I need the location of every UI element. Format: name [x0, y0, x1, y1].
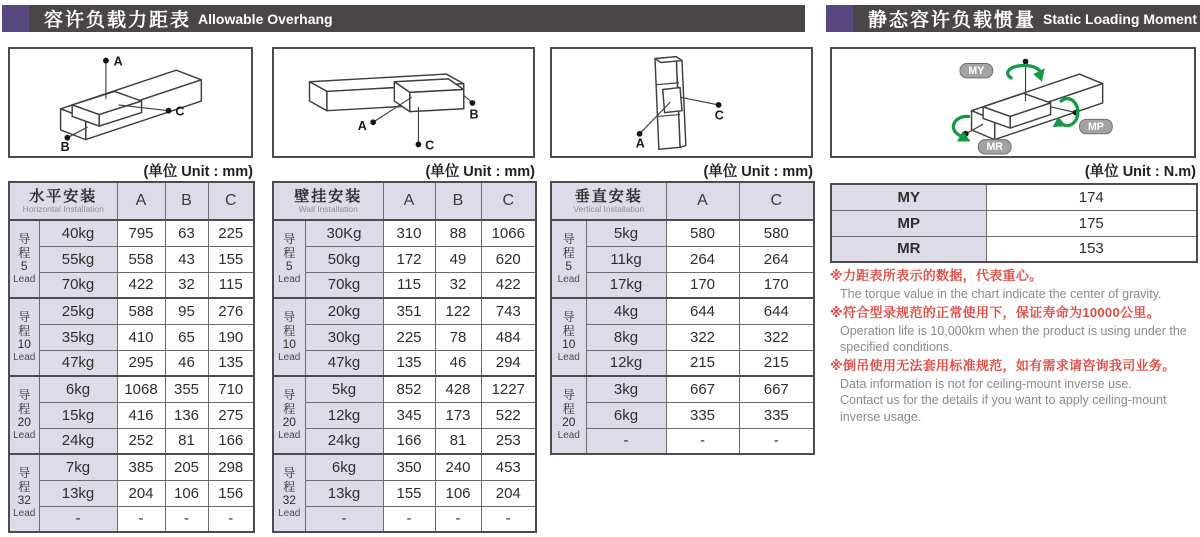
load-cell: -: [39, 506, 117, 532]
value-cell: 155: [208, 246, 254, 272]
load-cell: 15kg: [39, 402, 117, 428]
value-cell: 95: [165, 298, 208, 324]
horizontal-installation-diagram: [8, 47, 253, 158]
table-row: [273, 220, 536, 246]
value-cell: 558: [117, 246, 165, 272]
footnote: [830, 356, 1200, 426]
value-cell: 173: [435, 402, 481, 428]
table-row: [9, 454, 254, 480]
load-cell: 17kg: [586, 272, 666, 298]
value-cell: 252: [117, 428, 165, 454]
column-header: C: [481, 182, 536, 220]
value-cell: 32: [165, 272, 208, 298]
table-row: [551, 272, 814, 298]
load-cell: -: [586, 428, 666, 454]
value-cell: 620: [481, 246, 536, 272]
wall-installation-diagram: [272, 47, 535, 158]
value-cell: 215: [666, 350, 739, 376]
table-row: [9, 298, 254, 324]
footnote-en: Contact us for the details if you want to apply ceiling-mount inverse usage.: [840, 393, 1167, 424]
load-cell: 47kg: [39, 350, 117, 376]
moment-label-cell: MY: [831, 184, 986, 210]
value-cell: 355: [165, 376, 208, 402]
value-cell: 422: [481, 272, 536, 298]
load-cell: 20kg: [305, 298, 383, 324]
value-cell: 172: [383, 246, 435, 272]
table-row: [9, 402, 254, 428]
value-cell: 588: [117, 298, 165, 324]
table-row: [9, 428, 254, 454]
lead-cell: 导 程 10 Lead: [273, 298, 305, 376]
value-cell: 190: [208, 324, 254, 350]
table-row: [273, 428, 536, 454]
section-header-static-loading-moment: [826, 5, 1200, 32]
installation-title-cell: [551, 182, 666, 220]
value-cell: 580: [666, 220, 739, 246]
mr-label: MR: [986, 141, 1003, 154]
value-cell: 43: [165, 246, 208, 272]
table-row: [551, 376, 814, 402]
value-cell: 264: [739, 246, 814, 272]
value-cell: 310: [383, 220, 435, 246]
mp-label: MP: [1087, 120, 1104, 133]
footnote: [830, 303, 1200, 356]
installation-title-en: Horizontal Installation: [22, 203, 104, 214]
value-cell: 484: [481, 324, 536, 350]
table-row: [273, 350, 536, 376]
wall-installation-table: [272, 181, 537, 533]
isometric-actuator-drawing: [274, 49, 533, 156]
value-cell: 644: [739, 298, 814, 324]
static-moment-table: [830, 183, 1198, 263]
value-cell: 136: [165, 402, 208, 428]
point-a-label: A: [635, 136, 645, 151]
moment-label-cell: MP: [831, 210, 986, 236]
lead-cell: 导 程 5 Lead: [9, 220, 39, 298]
load-cell: 7kg: [39, 454, 117, 480]
load-cell: 30kg: [305, 324, 383, 350]
installation-title-cell: [9, 182, 117, 220]
lead-cell: 导 程 20 Lead: [9, 376, 39, 454]
table-row: [273, 402, 536, 428]
column-header: A: [117, 182, 165, 220]
column-header: B: [165, 182, 208, 220]
table-row: [9, 480, 254, 506]
value-cell: 240: [435, 454, 481, 480]
isometric-actuator-moment-drawing: [832, 49, 1194, 156]
table-row: [9, 246, 254, 272]
load-cell: 11kg: [586, 246, 666, 272]
load-cell: 5kg: [586, 220, 666, 246]
column-header: A: [666, 182, 739, 220]
horizontal-installation-table: [8, 181, 255, 533]
installation-title-zh: 垂直安装: [574, 187, 643, 205]
footnote-en: Data information is not for ceiling-mount inverse use.: [840, 376, 1132, 391]
footnote-zh: ※符合型录规范的正常使用下，保证寿命为10000公里。: [830, 304, 1160, 320]
value-cell: 46: [435, 350, 481, 376]
lead-cell: 导 程 5 Lead: [273, 220, 305, 298]
value-cell: 253: [481, 428, 536, 454]
column-header: A: [383, 182, 435, 220]
value-cell: 667: [666, 376, 739, 402]
load-cell: 6kg: [586, 402, 666, 428]
value-cell: -: [208, 506, 254, 532]
column-header: C: [739, 182, 814, 220]
value-cell: 135: [208, 350, 254, 376]
unit-label-nm: (单位 Unit : N.m): [1084, 164, 1196, 180]
load-cell: 70kg: [305, 272, 383, 298]
load-cell: 4kg: [586, 298, 666, 324]
value-cell: 295: [117, 350, 165, 376]
moment-value-cell: 174: [986, 184, 1197, 210]
footnote-zh: ※倒吊使用无法套用标准规范，如有需求请咨询我司业务。: [830, 357, 1176, 373]
load-cell: 47kg: [305, 350, 383, 376]
unit-label-mm: (单位 Unit : mm): [703, 164, 813, 180]
value-cell: 852: [383, 376, 435, 402]
load-cell: 5kg: [305, 376, 383, 402]
table-row: [9, 350, 254, 376]
value-cell: -: [435, 506, 481, 532]
table-row: [273, 298, 536, 324]
value-cell: 385: [117, 454, 165, 480]
isometric-actuator-drawing: [552, 49, 811, 156]
static-moment-diagram: [830, 47, 1196, 158]
footnotes: [830, 266, 1200, 425]
value-cell: 215: [739, 350, 814, 376]
moment-value-cell: 153: [986, 236, 1197, 262]
load-cell: -: [305, 506, 383, 532]
point-c-label: C: [425, 138, 435, 153]
table-row: [273, 454, 536, 480]
value-cell: 294: [481, 350, 536, 376]
value-cell: 122: [435, 298, 481, 324]
table-row: [9, 272, 254, 298]
header-accent-square: [826, 5, 853, 32]
value-cell: 275: [208, 402, 254, 428]
value-cell: 81: [435, 428, 481, 454]
load-cell: 24kg: [39, 428, 117, 454]
value-cell: 135: [383, 350, 435, 376]
value-cell: 422: [117, 272, 165, 298]
table-row: [9, 220, 254, 246]
column-header: B: [435, 182, 481, 220]
lead-cell: 导 程 10 Lead: [9, 298, 39, 376]
point-b-label: B: [469, 107, 479, 122]
table-row: [551, 350, 814, 376]
load-cell: 55kg: [39, 246, 117, 272]
value-cell: 225: [208, 220, 254, 246]
installation-title-en: Vertical Installation: [573, 203, 645, 214]
column-header: C: [208, 182, 254, 220]
lead-cell: 导 程 20 Lead: [273, 376, 305, 454]
value-cell: 410: [117, 324, 165, 350]
value-cell: 264: [666, 246, 739, 272]
section-title-en: Static Loading Moment: [1043, 10, 1198, 27]
value-cell: 453: [481, 454, 536, 480]
load-cell: 25kg: [39, 298, 117, 324]
moment-table-row: [831, 184, 1197, 210]
vertical-installation-table: [550, 181, 815, 455]
value-cell: 522: [481, 402, 536, 428]
value-cell: 115: [383, 272, 435, 298]
header-accent-square: [2, 5, 29, 32]
value-cell: 345: [383, 402, 435, 428]
value-cell: 795: [117, 220, 165, 246]
value-cell: 49: [435, 246, 481, 272]
value-cell: 710: [208, 376, 254, 402]
table-row: [273, 324, 536, 350]
table-row: [551, 298, 814, 324]
table-row: [273, 246, 536, 272]
point-c-label: C: [714, 108, 724, 123]
value-cell: 416: [117, 402, 165, 428]
value-cell: 667: [739, 376, 814, 402]
section-title-zh: 静态容许负载惯量: [868, 10, 1037, 31]
unit-label-mm: (单位 Unit : mm): [143, 164, 253, 180]
vertical-installation-diagram: [550, 47, 813, 158]
point-a-label: A: [113, 54, 123, 69]
table-row: [273, 480, 536, 506]
value-cell: 78: [435, 324, 481, 350]
value-cell: 170: [739, 272, 814, 298]
my-label: MY: [968, 65, 985, 78]
section-header-allowable-overhang: [2, 5, 805, 32]
value-cell: 32: [435, 272, 481, 298]
table-header-row: [273, 182, 536, 220]
value-cell: 65: [165, 324, 208, 350]
lead-cell: 导 程 32 Lead: [9, 454, 39, 532]
value-cell: 106: [165, 480, 208, 506]
table-header-row: [551, 182, 814, 220]
value-cell: 351: [383, 298, 435, 324]
lead-cell: 导 程 5 Lead: [551, 220, 586, 298]
moment-label-cell: MR: [831, 236, 986, 262]
value-cell: -: [666, 428, 739, 454]
table-row: [273, 506, 536, 532]
load-cell: 13kg: [305, 480, 383, 506]
value-cell: 204: [117, 480, 165, 506]
value-cell: 1227: [481, 376, 536, 402]
value-cell: 322: [666, 324, 739, 350]
value-cell: 115: [208, 272, 254, 298]
value-cell: 88: [435, 220, 481, 246]
load-cell: 70kg: [39, 272, 117, 298]
value-cell: 106: [435, 480, 481, 506]
value-cell: 166: [208, 428, 254, 454]
value-cell: -: [383, 506, 435, 532]
lead-cell: 导 程 20 Lead: [551, 376, 586, 454]
footnote-en: Operation life is 10,000km when the product is using under the specified conditions.: [840, 323, 1187, 355]
value-cell: 225: [383, 324, 435, 350]
value-cell: 428: [435, 376, 481, 402]
value-cell: -: [739, 428, 814, 454]
load-cell: 6kg: [39, 376, 117, 402]
table-row: [551, 428, 814, 454]
value-cell: 276: [208, 298, 254, 324]
value-cell: 350: [383, 454, 435, 480]
table-header-row: [9, 182, 254, 220]
moment-table-row: [831, 210, 1197, 236]
value-cell: 46: [165, 350, 208, 376]
section-title-zh: 容许负载力距表: [44, 10, 192, 31]
table-row: [551, 220, 814, 246]
value-cell: 580: [739, 220, 814, 246]
load-cell: 6kg: [305, 454, 383, 480]
value-cell: -: [481, 506, 536, 532]
footnote-zh: ※力距表所表示的数据，代表重心。: [830, 268, 1043, 283]
table-row: [9, 324, 254, 350]
value-cell: 81: [165, 428, 208, 454]
table-row: [9, 506, 254, 532]
load-cell: 3kg: [586, 376, 666, 402]
table-row: [273, 376, 536, 402]
value-cell: 298: [208, 454, 254, 480]
value-cell: 335: [739, 402, 814, 428]
value-cell: 335: [666, 402, 739, 428]
footnote: [830, 266, 1200, 303]
table-row: [273, 272, 536, 298]
load-cell: 8kg: [586, 324, 666, 350]
load-cell: 13kg: [39, 480, 117, 506]
table-row: [551, 246, 814, 272]
value-cell: -: [117, 506, 165, 532]
value-cell: 63: [165, 220, 208, 246]
installation-title-en: Wall Installation: [298, 203, 358, 214]
isometric-actuator-drawing: [10, 49, 251, 156]
load-cell: 50kg: [305, 246, 383, 272]
footnote-en: The torque value in the chart indicate the center of gravity.: [840, 287, 1162, 302]
value-cell: 205: [165, 454, 208, 480]
section-title-en: Allowable Overhang: [198, 10, 333, 27]
load-cell: 12kg: [586, 350, 666, 376]
load-cell: 40kg: [39, 220, 117, 246]
value-cell: 644: [666, 298, 739, 324]
installation-title-cell: [273, 182, 383, 220]
load-cell: 12kg: [305, 402, 383, 428]
value-cell: 204: [481, 480, 536, 506]
unit-label-mm: (单位 Unit : mm): [425, 164, 535, 180]
point-b-label: B: [60, 140, 70, 155]
value-cell: 166: [383, 428, 435, 454]
load-cell: 35kg: [39, 324, 117, 350]
load-cell: 30Kg: [305, 220, 383, 246]
moment-value-cell: 175: [986, 210, 1197, 236]
load-cell: 24kg: [305, 428, 383, 454]
value-cell: 743: [481, 298, 536, 324]
value-cell: 156: [208, 480, 254, 506]
value-cell: 155: [383, 480, 435, 506]
value-cell: -: [165, 506, 208, 532]
lead-cell: 导 程 10 Lead: [551, 298, 586, 376]
moment-table-row: [831, 236, 1197, 262]
value-cell: 322: [739, 324, 814, 350]
value-cell: 1068: [117, 376, 165, 402]
point-c-label: C: [175, 104, 185, 119]
table-row: [551, 402, 814, 428]
value-cell: 170: [666, 272, 739, 298]
installation-title-zh: 壁挂安装: [294, 187, 363, 205]
installation-title-zh: 水平安装: [29, 187, 98, 205]
table-row: [551, 324, 814, 350]
table-row: [9, 376, 254, 402]
point-a-label: A: [357, 118, 367, 133]
value-cell: 1066: [481, 220, 536, 246]
lead-cell: 导 程 32 Lead: [273, 454, 305, 532]
